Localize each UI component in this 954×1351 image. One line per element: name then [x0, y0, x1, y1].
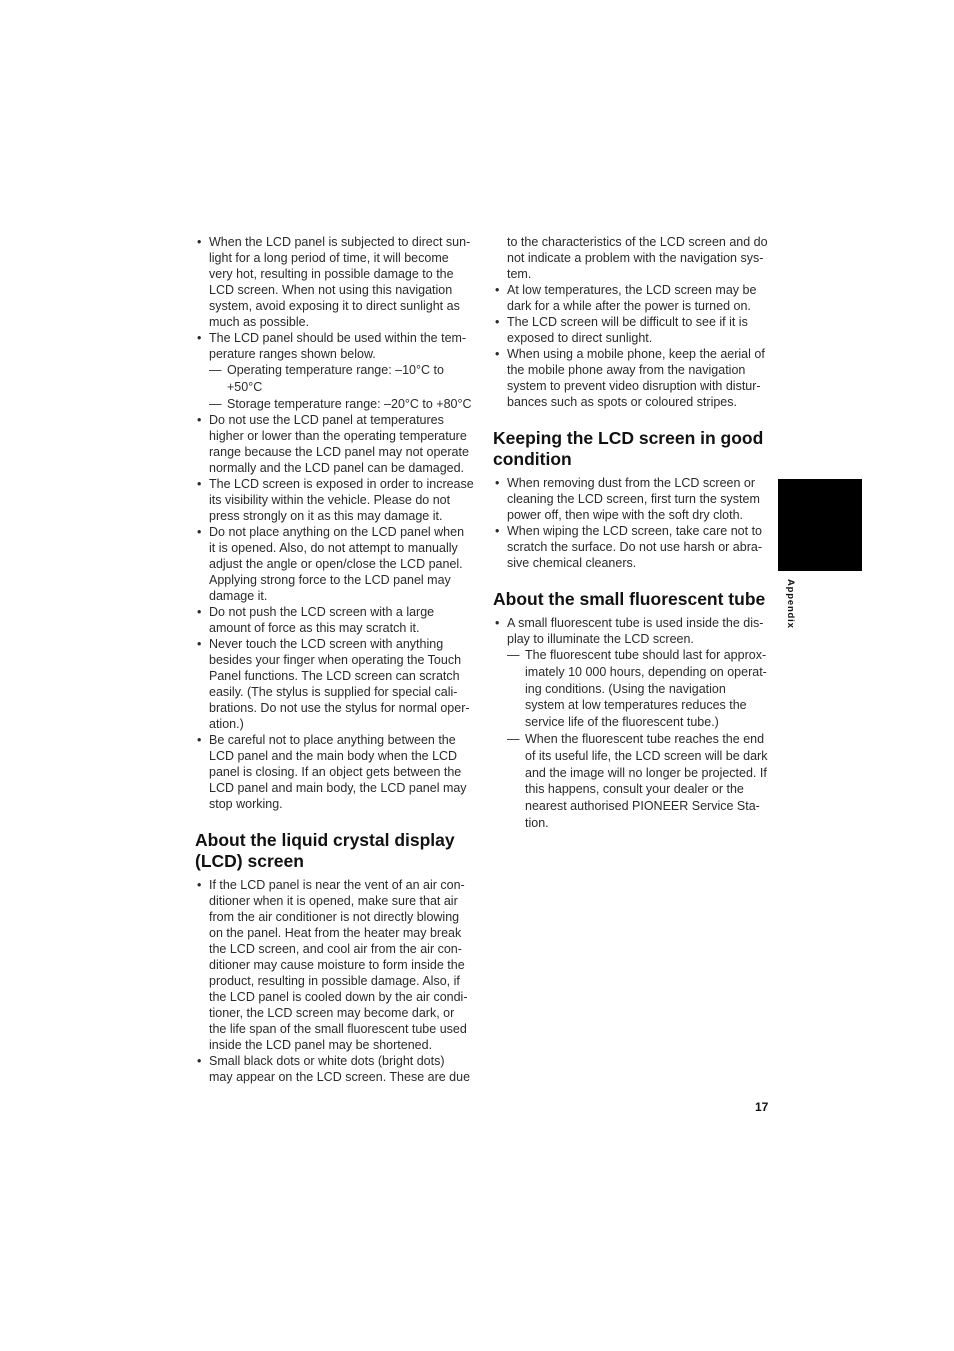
text-line: A small fluorescent tube is used inside the dis-	[507, 616, 764, 630]
dash-item	[493, 731, 775, 832]
text-line: dark for a while after the power is turned on.	[507, 299, 751, 313]
bullet-item	[493, 346, 775, 410]
section-heading	[493, 589, 775, 610]
text-line: +50°C	[227, 379, 263, 394]
text-line: perature ranges shown below.	[209, 347, 376, 361]
bullet-marker: •	[495, 524, 500, 538]
dash-marker: —	[209, 396, 222, 411]
text-line: cleaning the LCD screen, first turn the system	[507, 492, 760, 506]
bullet-item	[493, 475, 775, 523]
bullet-item	[195, 604, 477, 636]
text-line: system at low temperatures reduces the	[525, 698, 747, 713]
text-line: Panel functions. The LCD screen can scratch	[209, 669, 460, 684]
text-line: system, avoid exposing it to direct sunlight as	[209, 299, 460, 313]
bullet-marker: •	[197, 733, 202, 748]
dash-item	[195, 396, 477, 413]
bullet-marker: •	[495, 283, 500, 297]
page-number: 17	[755, 1100, 769, 1114]
text-line: The LCD screen will be difficult to see if it is	[507, 315, 748, 329]
text-line: Never touch the LCD screen with anything	[209, 637, 444, 652]
bullet-marker: •	[495, 315, 500, 329]
text-line: brations. Do not use the stylus for normal oper-	[209, 701, 470, 716]
text-line: LCD panel and main body, the LCD panel may	[209, 781, 467, 796]
text-line: At low temperatures, the LCD screen may be	[507, 283, 757, 297]
bullet-item	[195, 412, 477, 476]
bullet-marker: •	[197, 605, 202, 620]
text-line: The fluorescent tube should last for approx-	[525, 648, 767, 662]
heading-line: condition	[493, 449, 572, 469]
text-line: higher or lower than the operating temperature	[209, 429, 467, 444]
text-line: When the fluorescent tube reaches the end	[525, 731, 765, 746]
dash-marker: —	[209, 363, 222, 377]
text-line: service life of the fluorescent tube.)	[525, 715, 719, 730]
text-line: ditioner when it is opened, make sure that air	[209, 894, 458, 909]
bullet-item	[493, 314, 775, 346]
text-line: power off, then wipe with the soft dry cloth.	[507, 508, 744, 522]
text-line: Do not place anything on the LCD panel when	[209, 525, 465, 540]
left-column	[195, 234, 477, 1085]
dash-marker: —	[507, 648, 520, 662]
text-line: its visibility within the vehicle. Please do not	[209, 493, 451, 508]
bullet-item	[493, 523, 775, 571]
right-column	[493, 234, 775, 832]
text-line: easily. (The stylus is supplied for special cali-	[209, 685, 458, 700]
text-line: Be careful not to place anything between the	[209, 733, 456, 748]
text-line: inside the LCD panel may be shortened.	[209, 1038, 433, 1053]
text-line: range because the LCD panel may not operate	[209, 445, 469, 460]
text-line: press strongly on it as this may damage it.	[209, 509, 443, 524]
bullet-marker: •	[495, 616, 500, 630]
bullet-marker: •	[197, 413, 202, 428]
text-line: bances such as spots or coloured stripes.	[507, 395, 737, 409]
text-line: the mobile phone away from the navigation	[507, 363, 746, 377]
dash-marker: —	[507, 731, 520, 746]
bullet-item	[195, 234, 477, 330]
continued-text	[493, 234, 775, 282]
text-line: on the panel. Heat from the heater may break	[209, 926, 462, 941]
section-tab-marker	[778, 479, 862, 571]
bullet-marker: •	[197, 637, 202, 652]
text-line: When using a mobile phone, keep the aerial of	[507, 347, 765, 361]
text-line: exposed to direct sunlight.	[507, 331, 653, 345]
text-line: of its useful life, the LCD screen will be dark	[525, 748, 768, 763]
text-line: Do not use the LCD panel at temperatures	[209, 413, 444, 428]
text-line: LCD screen. When not using this navigation	[209, 283, 453, 297]
text-line: scratch the surface. Do not use harsh or abra-	[507, 540, 762, 554]
text-line: adjust the angle or open/close the LCD panel.	[209, 557, 463, 572]
text-line: product, resulting in possible damage. Also, if	[209, 974, 460, 989]
text-line: the life span of the small fluorescent tube used	[209, 1022, 467, 1037]
section-heading	[195, 830, 477, 872]
bullet-item	[195, 524, 477, 604]
text-line: play to illuminate the LCD screen.	[507, 632, 694, 646]
heading-line: Keeping the LCD screen in good	[493, 428, 764, 448]
text-line: tion.	[525, 815, 549, 830]
text-line: much as possible.	[209, 315, 310, 329]
section-tab-label: Appendix	[785, 579, 796, 629]
bullet-item	[195, 636, 477, 732]
text-line: the LCD screen, and cool air from the air con-	[209, 942, 462, 957]
text-line: amount of force as this may scratch it.	[209, 621, 420, 636]
bullet-item	[195, 1053, 477, 1085]
text-line: panel is closing. If an object gets between the	[209, 765, 462, 780]
text-line: light for a long period of time, it will become	[209, 251, 449, 265]
bullet-marker: •	[197, 878, 202, 893]
text-line: Small black dots or white dots (bright dots)	[209, 1054, 445, 1069]
dash-item	[195, 362, 477, 396]
bullet-item	[195, 330, 477, 362]
bullet-item	[493, 282, 775, 314]
heading-line: (LCD) screen	[195, 851, 304, 872]
text-line: sive chemical cleaners.	[507, 556, 637, 570]
text-line: not indicate a problem with the navigation sys-	[507, 251, 764, 265]
text-line: nearest authorised PIONEER Service Sta-	[525, 799, 760, 814]
text-line: system to prevent video disruption with distur-	[507, 379, 761, 393]
bullet-item	[195, 877, 477, 1053]
text-line: The LCD screen is exposed in order to increase	[209, 477, 474, 492]
bullet-marker: •	[197, 1054, 202, 1069]
text-line: Do not push the LCD screen with a large	[209, 605, 435, 620]
text-line: may appear on the LCD screen. These are due	[209, 1070, 471, 1085]
bullet-item	[493, 615, 775, 647]
text-line: When removing dust from the LCD screen or	[507, 476, 756, 490]
text-line: tem.	[507, 267, 532, 281]
text-line: ation.)	[209, 717, 244, 732]
text-line: this happens, consult your dealer or the	[525, 782, 744, 797]
bullet-marker: •	[197, 525, 202, 540]
text-line: damage it.	[209, 589, 268, 604]
bullet-marker: •	[197, 477, 202, 492]
text-line: the LCD panel is cooled down by the air condi-	[209, 990, 468, 1005]
text-line: very hot, resulting in possible damage to the	[209, 267, 454, 281]
text-line: LCD panel and the main body when the LCD	[209, 749, 458, 764]
text-line: When wiping the LCD screen, take care not to	[507, 524, 762, 538]
bullet-marker: •	[197, 235, 202, 249]
text-line: When the LCD panel is subjected to direct sun-	[209, 235, 471, 249]
bullet-marker: •	[495, 347, 500, 361]
section-heading	[493, 428, 775, 470]
text-line: Operating temperature range: –10°C to	[227, 363, 444, 377]
bullet-item	[195, 476, 477, 524]
heading-line: About the small fluorescent tube	[493, 589, 766, 609]
text-line: imately 10 000 hours, depending on operat-	[525, 664, 767, 679]
text-line: and the image will no longer be projected. If	[525, 765, 767, 780]
bullet-marker: •	[197, 331, 202, 345]
text-line: besides your finger when operating the Touch	[209, 653, 462, 668]
text-line: Applying strong force to the LCD panel may	[209, 573, 451, 588]
heading-line: About the liquid crystal display	[195, 830, 455, 851]
text-line: normally and the LCD panel can be damaged.	[209, 461, 465, 476]
text-line: it is opened. Also, do not attempt to manually	[209, 541, 458, 556]
text-line: stop working.	[209, 797, 283, 812]
text-line: Storage temperature range: –20°C to +80°C	[227, 396, 472, 411]
bullet-marker: •	[495, 476, 500, 490]
bullet-item	[195, 732, 477, 812]
text-line: ing conditions. (Using the navigation	[525, 681, 726, 696]
text-line: tioner, the LCD screen may become dark, or	[209, 1006, 455, 1021]
text-line: If the LCD panel is near the vent of an air con-	[209, 878, 465, 893]
dash-item	[493, 647, 775, 731]
text-line: from the air conditioner is not directly blowing	[209, 910, 460, 925]
text-line: ditioner may cause moisture to form inside the	[209, 958, 465, 973]
text-line: The LCD panel should be used within the tem-	[209, 331, 467, 345]
text-line: to the characteristics of the LCD screen and do	[507, 235, 768, 249]
